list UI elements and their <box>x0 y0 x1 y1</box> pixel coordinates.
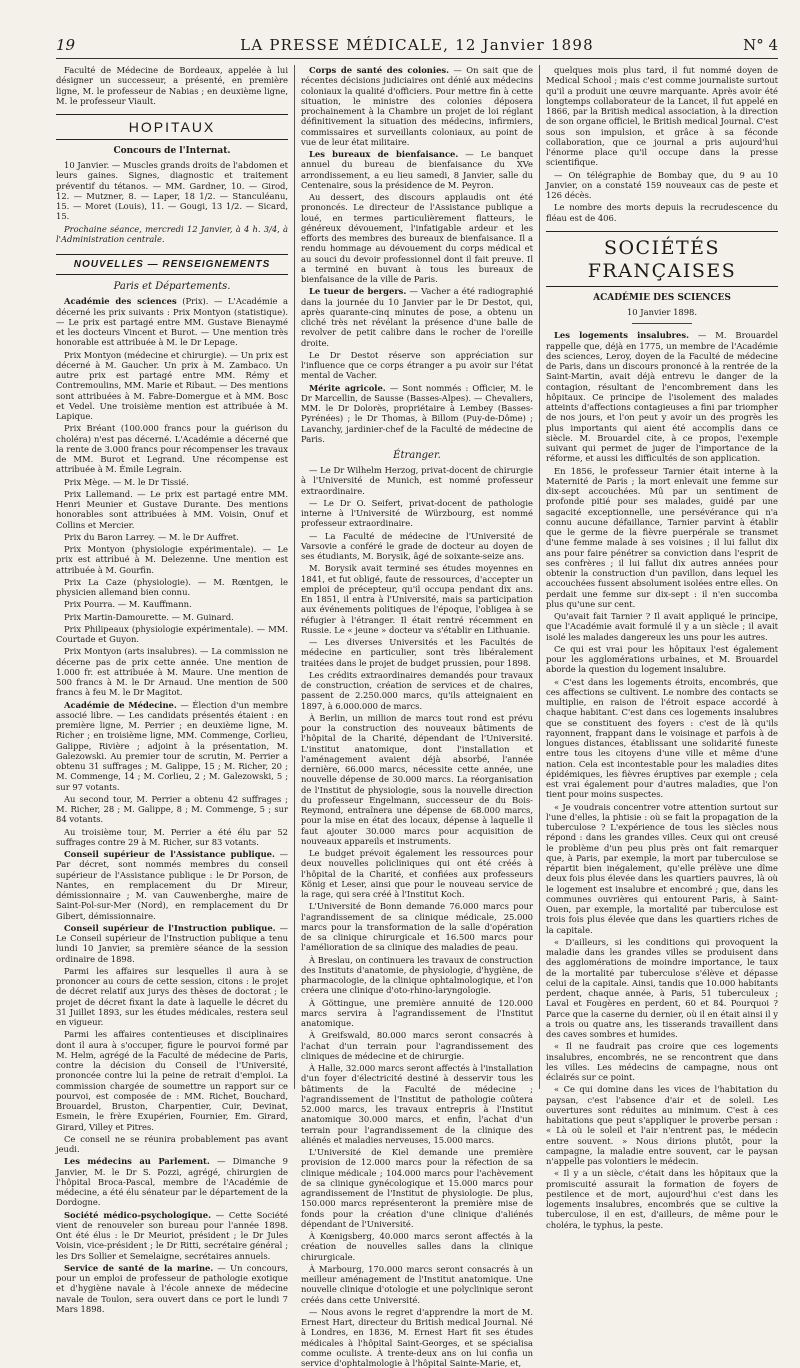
paris-heading: Paris et Départements. <box>113 281 231 293</box>
newspaper-title: LA PRESSE MÉDICALE, 12 Janvier 1898 <box>240 36 594 54</box>
paragraph: Au second tour, M. Perrier a obtenu 42 suffrages ; M. Richer, 28 ; M. Galippe, 8 ; M. Commenge, 5 ; sur 84 votants. <box>56 793 289 825</box>
paragraph <box>56 700 288 792</box>
paragraph: Au troisième tour, M. Perrier a été élu par 52 suffrages contre 29 à M. Richer, sur 83 votants. <box>56 826 289 847</box>
lead-text: Les logements insalubres. <box>554 330 690 341</box>
paragraph: Le nombre des morts depuis la recrudescence du fléau est de 406. <box>546 202 779 223</box>
paragraph: « Il y a un siècle, c'était dans les hôpitaux que la promiscuité assurait la formation de foyers de pestilence et de mort, aujourd'hui c'est dans les logements insalubres, encombrés que se cultive la tuberculose, il en est, d'ailleurs, de même pour le choléra, le typhus, la peste. <box>546 1168 779 1230</box>
paragraph <box>546 330 778 463</box>
paragraph: « Je voudrais concentrer votre attention surtout sur l'une d'elles, la phtisie : où se fait la propagation de la tuberculose ? L'expérience de tous les siècles nous répond : dans les grandes villes. Ceux qui ont creusé le problème d'un peu plus près ont fait remarquer que, à Paris, par exemple, la mort par tuberculose se répartit bien inégalement, qu'elle prélève une dîme deux fois plus élevée dans les quartiers pauvres, là où le logement est insalubre et encombré ; que, dans les communes ouvrières qui entourent Paris, à Saint-Ouen, par exemple, la mortalité par tuberculose est trois fois plus élevée que dans les quartiers riches de la capitale. <box>546 801 779 935</box>
paragraph: À Breslau, on continuera les travaux de construction des Instituts d'anatomie, de physiologie, d'hygiène, de pharmacologie, de la clinique ophtalmologique, et l'on créera une clinique d'oto-rhino-laryngologie. <box>301 954 534 996</box>
body-text: — Le banquet annuel du bureau de bienfaisance du XVe arrondissement, a eu lieu samedi, 8 Janvier, salle du Centenaire, sous la présidence de M. Peyron. <box>301 149 534 190</box>
column-2 <box>301 65 534 1368</box>
column-divider <box>294 65 295 1089</box>
academie-heading: ACADÉMIE DES SCIENCES <box>593 293 731 304</box>
paragraph: — Les diverses Universités et les Facultés de médecine en particulier, sont très libéralement traitées dans le projet de budget prussien, pour 1898. <box>301 637 534 668</box>
paragraph: Prix du Baron Larrey. — M. le Dr Auffret. <box>64 531 239 542</box>
page-number: 19 <box>56 36 76 54</box>
paragraph: Le budget prévoit également les ressources pour deux nouvelles policliniques qui ont été créés à l'hôpital de la Charité, et confiées aux professeurs König et Leser, ainsi que pour le nouveau service de la rage, qui sera créé à l'Institut Koch. <box>301 848 534 900</box>
lead-text: Conseil supérieur de l'Instruction publique. <box>64 922 276 933</box>
paragraph: « C'est dans les logements étroits, encombrés, que ces affections se cultivent. Le nombre des contacts se multiplie, en raison de l'étroit espace accordé à chaque habitant. C'est dans ces logements insalubres que se constituent des foyers : c'est de là qu'ils rayonnent, frappant dans le voisinage et parfois à de longues distances, établissant une solidarité funeste entre tous les citoyens d'une ville et même d'une nation. Cela est incontestable pour les maladies dites épidémiques, les fièvres éruptives par exemple ; cela est vrai également pour d'autres maladies, que l'on tient pour moins suspectes. <box>546 676 779 800</box>
body-text: (Prix). — L'Académie a décerné les prix suivants : Prix Montyon (statistique). — Le prix est partagé entre MM. Gustave Bienaymé et les docteurs Vincent et Burot. — Une mention très honorable est attribuée à M. le Dr Lepage. <box>56 296 289 348</box>
paragraph: Prix Bréant (100.000 francs pour la guérison du choléra) n'est pas décerné. L'Académie a décerné que la rente de 3.000 francs pour récompenser les travaux de MM. Burot et Legrand. Une récompense est attribuée à M. Émile Legrain. <box>56 423 289 475</box>
lead-text: Société médico-psychologique. <box>64 1209 212 1220</box>
paragraph: À Berlin, un million de marcs tout rond est prévu pour la construction des nouveaux bâtiments de l'hôpital de la Charité, dépendant de l'Université. L'institut anatomique, dont l'installation et l'aménagement avaient déjà absorbé, l'année dernière, 66.000 marcs, nécessite cette année, une nouvelle dépense de 30.000 marcs. La réorganisation de l'Institut de physiologie, sous la nouvelle direction du professeur Engelmann, successeur de du Bois-Reymond, entraînera une dépense de 68.000 marcs, pour la mise en état des locaux, dépense à laquelle il faut ajouter 30.000 marcs pour acquisition de nouveaux appareils et instruments. <box>301 712 534 846</box>
etranger-heading: Étranger. <box>393 450 441 461</box>
newspaper-page <box>56 28 779 1368</box>
paragraph: Parmi les affaires contentieuses et disciplinaires dont il aura à s'occuper, figure le pourvoi formé par M. Helm, agrégé de la Faculté de médecine de Paris, contre la décision du Conseil de l'Université, prononcée contre lui la peine de retrait d'emploi. La commission chargée de soumettre un rapport sur ce pourvoi, est composée de : MM. Richet, Bouchard, Brouardel, Bruston, Charpentier, Cuir, Devinat, Esmein, le frère Exupérien, Fournier, Em. Girard, Girard, Villey et Pitres. <box>56 1029 289 1132</box>
lead-text: Académie des sciences <box>64 296 177 307</box>
lead-text: Le tueur de bergers. <box>309 286 407 297</box>
paragraph: — Nous avons le regret d'apprendre la mort de M. Ernest Hart, directeur du British medical Journal. Né à Londres, en 1836, M. Ernest Hart fit ses études médicales à l'hôpital Saint-Georges, et se spécialisa comme oculiste. À trente-deux ans on lui confia un service d'ophtalmologie à l'hôpital Sainte-Marie, et, <box>301 1306 534 1368</box>
paragraph: Prix Montyon (physiologie expérimentale). — Le prix est attribué à M. Delezenne. Une mention est attribuée à M. Gourfin. <box>56 544 289 575</box>
body-text: — Sont nommés : Officier, M. le Dr Marcellin, de Sausse (Basses-Alpes). — Chevaliers, MM. le Dr Dolorès, propriétaire à Lembey (Basses-Pyrénées) ; le Dr Thomas, à Billom (Puy-de-Dôme) ; Lavanchy, jardinier-chef de la Faculté de médecine de Paris. <box>301 382 534 444</box>
paragraph: À Marbourg, 170.000 marcs seront consacrés à un meilleur aménagement de l'Institut anatomique. Une nouvelle clinique d'otologie et une polyclinique seront créés dans cette Université. <box>301 1263 534 1305</box>
paragraph: 10 Janvier. — Muscles grands droits de l'abdomen et leurs gaines. Signes, diagnostic et traitement préventif du tétanos. — MM. Gardner, 10. — Girod, 12. — Mutzner, 8. — Laper, 18 1/2. — Stanculéanu, 15. — Moret (Louis), 11. — Gougi, 13 1/2. — Sicard, 15. <box>56 160 289 222</box>
paragraph: « Ce qui domine dans les vices de l'habitation du paysan, c'est l'absence d'air et de soleil. Les ouvertures sont réduites au minimum. C'est à ces habitations que peut s'appliquer le proverbe persan : « Là où le soleil et l'air n'entrent pas, le médecin entre souvent. » Nous dirions plutôt, pour la campagne, la maladie entre souvent, car le paysan n'appelle pas volontiers le médecin. <box>546 1084 779 1167</box>
paragraph: À Halle, 32.000 marcs seront affectés à l'installation d'un foyer d'électricité destiné à desservir tous les bâtiments de la Faculté de médecine ; l'agrandissement de l'Institut de pathologie coûtera 52.000 marcs, les travaux entrepris à l'Institut anatomique 30.000 marcs, et enfin, l'achat d'un terrain pour l'agrandissement de la clinique des aliénés et maladies nerveuses, 15.000 marcs. <box>301 1063 534 1145</box>
paragraph <box>56 923 288 964</box>
paragraph: Prix Pourra. — M. Kauffmann. <box>64 599 192 610</box>
paragraph: quelques mois plus tard, il fut nommé doyen de Medical School ; mais c'est comme journaliste surtout qu'il a produit une œuvre marquante. Après avoir été longtemps collaborateur de la Lancet, il fut appelé en 1866, par la British medical association, à la direction de son organe officiel, le British medical Journal. C'est sous son impulsion, et grâce à sa féconde collaboration, que ce journal a pris aujourd'hui l'énorme place qu'il occupe dans la presse scientifique. <box>546 65 779 168</box>
body-text: — Le Conseil supérieur de l'Instruction publique a tenu lundi 10 Janvier, sa première séance de la session ordinaire de 1898. <box>56 922 289 964</box>
body-text: — Élection d'un membre associé libre. — Les candidats présentés étaient : en première ligne, M. Perrier ; en deuxième ligne, M. Richer ; en troisième ligne, MM. Commenge, Corlieu, Galippe, Rivière ; adjoint à la présentation, M. Galezowski. Au premier tour de scrutin, M. Perrier a obtenu 31 suffrages ; M. Galippe, 15 ; M. Richer, 20 ; M. Commenge, 14 ; M. Corlieu, 2 ; M. Galezowski, 5 ; sur 97 votants. <box>56 699 289 792</box>
paragraph <box>301 383 533 445</box>
lead-text: Académie de Médecine. <box>64 699 177 710</box>
paragraph <box>56 1156 288 1207</box>
paragraph <box>301 286 533 348</box>
paragraph: — La Faculté de médecine de l'Université de Varsovie a conféré le grade de docteur au doyen de ses étudiants, M. Borysik, âgé de soixante-seize ans. <box>301 530 534 562</box>
paragraph: En 1856, le professeur Tarnier était interne à la Maternité de Paris ; la mort enlevait une femme sur dix-sept accouchées. Mû par un sentiment de profonde pitié pour ses malades, guidé par une sagacité exceptionnelle, une persévérance qui n'a connu aucune défaillance, Tarnier parvint à établir que le germe de la fièvre puerpérale se transmet d'une femme malade à ses voisines ; il lui fallut dix ans pour faire pénétrer sa conviction dans l'esprit de ses confrères ; il lui fallut dix autres années pour obtenir la construction d'un pavillon, dans lequel les accouchées fussent absolument isolées entre elles. On perdait une femme sur dix-sept : il n'en succomba plus qu'une sur cent. <box>546 465 779 609</box>
paragraph: À Greifswald, 80.000 marcs seront consacrés à l'achat d'un terrain pour l'agrandissement des cliniques de médecine et de chirurgie. <box>301 1030 534 1061</box>
paragraph <box>56 1263 288 1314</box>
lead-text: Corps de santé des colonies. <box>309 65 450 75</box>
body-text: — On sait que de récentes décisions judiciaires ont dénié aux médecins coloniaux la qualité d'officiers. Pour mettre fin à cette situation, le ministre des colonies déposera prochainement à la Chambre un projet de loi réglant définitivement la situation des médecins, infirmiers, commissaires et surveillants coloniaux, au point de vue de leur état militaire. <box>301 65 534 147</box>
paragraph: Prix Philipeaux (physiologie expérimentale). — MM. Courtade et Guyon. <box>56 623 289 645</box>
paragraph: — On télégraphie de Bombay que, du 9 au 10 Janvier, on a constaté 159 nouveaux cas de peste et 126 décès. <box>546 169 779 200</box>
paragraph: Ce conseil ne se réunira probablement pas avant jeudi. <box>56 1133 289 1155</box>
body-text: — Dimanche 9 Janvier, M. le Dr S. Pozzi, agrégé, chirurgien de l'hôpital Broca-Pascal, membre de l'Académie de médecine, a été élu sénateur par le département de la Dordogne. <box>56 1156 289 1208</box>
paragraph: À Kœnigsberg, 40.000 marcs seront affectés à la création de nouvelles salles dans la clinique chirurgicale. <box>301 1231 534 1262</box>
lead-text: Conseil supérieur de l'Assistance publique. <box>64 849 275 860</box>
paragraph: Au dessert, des discours applaudis ont été prononcés. Le directeur de l'Assistance publique a loué, en termes particulièrement flatteurs, le généreux dévouement, l'infatigable ardeur et les efforts des membres des bureaux de bienfaisance. Il a rendu hommage au dévouement du corps médical et au souci du devoir professionnel dont il fait preuve. Il a terminé en buvant à tous les bureaux de bienfaisance de la ville de Paris. <box>301 192 534 284</box>
paragraph: L'Université de Kiel demande une première provision de 12.000 marcs pour la réfection de sa clinique médicale ; 104.000 marcs pour l'achèvement de sa clinique gynécologique et 15.000 marcs pour agrandissement de l'Institut de physiologie. De plus, 150.000 marcs représenteront la première mise de fonds pour la création d'une clinique d'aliénés dépendant de l'Université. <box>301 1147 534 1229</box>
paragraph: L'Université de Bonn demande 76.000 marcs pour l'agrandissement de sa clinique médicale, 25.000 marcs pour la transformation de la salle d'opération de sa clinique chirurgicale et 16.500 marcs pour l'amélioration de sa clinique des maladies de peau. <box>301 901 534 953</box>
page-header <box>56 28 778 59</box>
paragraph: Prix Montyon (arts insalubres). — La commission ne décerne pas de prix cette année. Une mention de 1.000 fr. est attribuée à M. Maure. Une mention de 500 francs à M. le Dr Arnaud. Une mention de 500 francs à feu M. le Dr Magitot. <box>56 646 289 698</box>
columns <box>56 65 779 1368</box>
body-text: — Cette Société vient de renouveler son bureau pour l'année 1898. Ont été élus : le Dr Meuriot, président ; le Dr Jules Voisin, vice-président ; le Dr Ritti, secrétaire général ; les Drs Sollier et Semelaigne, secrétaires annuels. <box>56 1209 289 1261</box>
paragraph: Ce qui est vrai pour les hôpitaux l'est également pour les agglomérations urbaines, et M. Brouardel aborde la question du logement insalubre. <box>546 643 779 675</box>
paragraph: Prix Montyon (médecine et chirurgie). — Un prix est décerné à M. Gaucher. Un prix à M. Zambaco. Un autre prix est partagé entre MM. Rémy et Contremoulins, MM. Marie et Ribaut. — Des mentions sont attribuées à M. Fabre-Domergue et à MM. Bosc et Vedel. Une troisième mention est attribuée à M. Lapique. <box>56 349 289 422</box>
body-text: — M. Brouardel rappelle que, déjà en 1775, un membre de l'Académie des sciences, Leroy, doyen de la Faculté de médecine de Paris, dans un discours prononcé à la rentrée de la Saint-Martin, avait déjà entrevu le danger de la contagion, résultant de l'encombrement dans les hôpitaux. Ce principe de l'isolement des malades atteints d'affections contagieuses a fini par triompher de nos jours, et l'on peut y avoir un des progrès les plus importants qui aient été accomplis dans ce siècle. M. Brouardel cite, à ce propos, l'exemple suivant qui permet de juger de l'importance de la réforme, et aussi les difficultés de son application. <box>546 330 779 464</box>
paragraph: Prix Lallemand. — Le prix est partagé entre MM. Henri Meunier et Gustave Durante. Des mentions honorables sont attribuées à MM. Voisin, Onuf et Collins et Mercier. <box>56 488 289 530</box>
paragraph <box>56 1210 288 1261</box>
concours-heading: Concours de l'Internat. <box>113 146 231 157</box>
paragraph: Parmi les affaires sur lesquelles il aura à se prononcer au cours de cette session, citons : le projet de décret relatif aux jurys des thèses de doctorat ; le projet de décret fixant la date à laquelle le décret du 31 Juillet 1893, sur les études médicales, restera seul en vigueur. <box>56 965 289 1028</box>
column-1 <box>56 65 289 1314</box>
column-3 <box>546 65 779 1230</box>
paragraph: Le Dr Destot réserve son appréciation sur l'influence que ce corps étranger a pu avoir sur l'état mental de Vacher. <box>301 349 534 381</box>
paragraph: Qu'avait fait Tarnier ? Il avait appliqué le principe, que l'Académie avait formulé il y a un siècle ; il avait isolé les malades dangereux les uns pour les autres. <box>546 611 779 642</box>
lead-text: Mérite agricole. <box>309 382 386 393</box>
paragraph <box>301 149 533 190</box>
societes-heading: SOCIÉTÉS FRANÇAISES <box>546 231 778 287</box>
paragraph: À Göttingue, une première annuité de 120.000 marcs servira à l'agrandissement de l'Institut anatomique. <box>301 997 534 1029</box>
paragraph: — Le Dr O. Seifert, privat-docent de pathologie interne à l'Université de Würzbourg, est nommé professeur extraordinaire. <box>301 497 534 529</box>
academie-date: 10 Janvier 1898. <box>626 307 698 318</box>
paragraph: Prix Mège. — M. le Dr Tissié. <box>64 476 189 487</box>
paragraph <box>56 849 288 921</box>
paragraph: — Le Dr Wilhelm Herzog, privat-docent de chirurgie à l'Université de Munich, est nommé professeur extraordinaire. <box>301 465 534 496</box>
paragraph: Faculté de Médecine de Bordeaux, appelée à lui désigner un successeur, a présenté, en première ligne, M. le professeur de Nabias ; en deuxième ligne, M. le professeur Viault. <box>56 65 289 106</box>
hopitaux-heading: HOPITAUX <box>56 114 288 140</box>
body-text: — Vacher a été radiographié dans la journée du 10 Janvier par le Dr Destot, qui, après quarante-cinq minutes de pose, a obtenu un cliché très net révélant la présence d'une balle de revolver de petit calibre dans le rocher de l'oreille droite. <box>301 286 534 348</box>
nouvelles-heading: NOUVELLES — RENSEIGNEMENTS <box>56 254 288 275</box>
lead-text: Les bureaux de bienfaisance. <box>309 149 459 159</box>
paragraph <box>301 65 533 147</box>
lead-text: Les médecins au Parlement. <box>64 1156 210 1167</box>
paragraph <box>56 296 288 347</box>
issue-number: N° 4 <box>743 36 778 54</box>
paragraph: Prix Martin-Damourette. — M. Guinard. <box>64 611 234 622</box>
body-text: — Par décret, sont nommés membres du conseil supérieur de l'Assistance publique : le Dr Porson, de Nantes, en remplacement du Dr Mireur, démissionnaire ; M. van Cauwenberghe, maire de Saint-Pol-sur-Mer (Nord), en remplacement du Dr Gibert, démissionnaire. <box>56 849 289 921</box>
paragraph: M. Borysik avait terminé ses études moyennes en 1841, et fut obligé, faute de ressources, d'accepter un emploi de précepteur, qu'il occupa pendant dix ans. En 1851, il entra à l'Université, mais sa participation aux événements politiques de l'époque, l'obligea à se réfugier à l'étranger. Il était rentré récemment en Russie. Le « jeune » docteur va s'établir en Lithuanie. <box>301 563 534 635</box>
paragraph: « D'ailleurs, si les conditions qui provoquent la maladie dans les grandes villes se produisent dans des agglomérations de moindre importance, le taux de la mortalité par tuberculose s'élève et dépasse celui de la capitale. Ainsi, tandis que 10.000 habitants perdent, chaque année, à Paris, 51 tuberculeux ; Laval et Fougères en perdent, 60 et 84. Pourquoi ? Parce que la caserne du dernier, où il en était ainsi il y a trois ou quatre ans, les tisserands travaillent dans des caves sombres et humides. <box>546 936 779 1040</box>
paragraph: « Il ne faudrait pas croire que ces logements insalubres, encombrés, ne se rencontrent que dans les villes. Les médecins de campagne, nous ont éclairés sur ce point. <box>546 1041 779 1083</box>
paragraph: Les crédits extraordinaires demandés pour travaux de construction, création de services et de chaires, passent de 2.250.000 marcs, qu'ils atteignaient en 1897, à 6.000.000 de marcs. <box>301 669 534 711</box>
paragraph: Prix La Caze (physiologie). — M. Rœntgen, le physicien allemand bien connu. <box>56 576 289 598</box>
divider <box>632 323 692 324</box>
body-text: — Un concours, pour un emploi de professeur de pathologie exotique et d'hygiène navale à l'école annexe de médecine navale de Toulon, sera ouvert dans ce port le lundi 7 Mars 1898. <box>56 1262 289 1314</box>
column-divider <box>539 65 540 1089</box>
paragraph: Prochaine séance, mercredi 12 Janvier, à 4 h. 3/4, à l'Administration centrale. <box>56 223 289 244</box>
lead-text: Service de santé de la marine. <box>64 1262 214 1273</box>
